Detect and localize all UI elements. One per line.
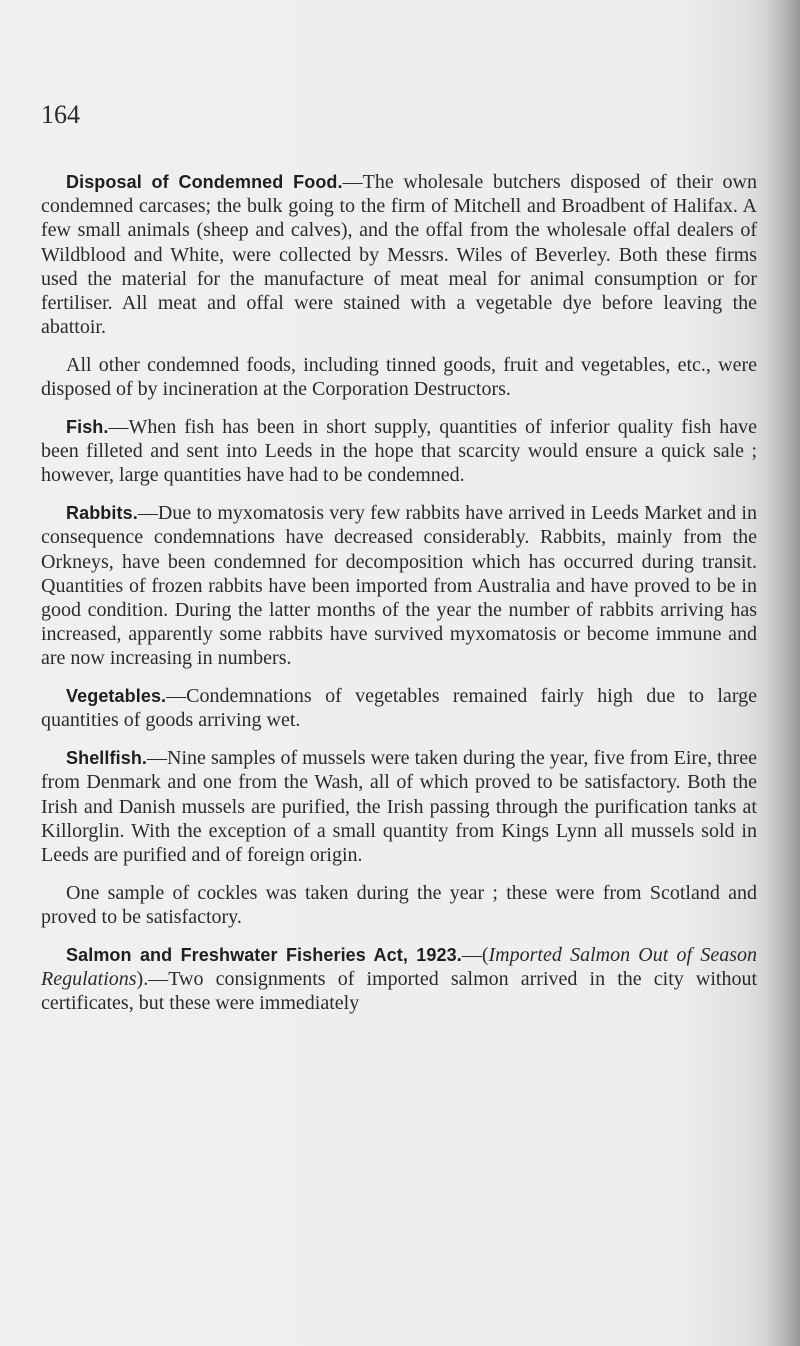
text-salmon-pre: —( [461, 943, 489, 966]
text-rabbits: —Due to myxomatosis very few rabbits have arrived in Leeds Market and in consequence condemnations have decreased considerably. Rabbits, mainly from the Orkneys, have been condemned for decomposition which has occurred during transit. Quantities of frozen rabbits have been imported from Australia and have proved to be in good condition. During the latter months of the year the number of rabbits arriving has increased, apparently some rabbits have survived myxomatosis or become immune and are now increasing in numbers. [41, 502, 757, 670]
paragraph-condemned-food [41, 170, 757, 339]
heading-condemned-food: Disposal of Condemned Food. [66, 172, 343, 192]
text-fish: —When fish has been in short supply, quantities of inferior quality fish have been filleted and sent into Leeds in the hope that scarcity would ensure a quick sale ; however, large quantities have had to be condemned. [41, 416, 757, 487]
page-number: 164 [41, 100, 80, 129]
text-other-condemned-foods: All other condemned foods, including tinned goods, fruit and vegetables, etc., were disposed of by incineration at the Corporation Destructors. [41, 354, 757, 401]
heading-rabbits: Rabbits. [66, 503, 138, 524]
text-shellfish: —Nine samples of mussels were taken during the year, five from Eire, three from Denmark and one from the Wash, all of which proved to be satisfactory. Both the Irish and Danish mussels are purified, the Irish passing through the purification tanks at Killorglin. With the exception of a small quantity from Kings Lynn all mussels sold in Leeds are purified and of foreign origin. [41, 747, 757, 867]
paragraph-fish [41, 415, 757, 488]
paragraph-vegetables [41, 684, 757, 732]
heading-vegetables: Vegetables. [66, 686, 167, 707]
text-vegetables: —Condemnations of vegetables remained fairly high due to large quantities of goods arriving wet. [41, 685, 757, 732]
heading-shellfish: Shellfish. [66, 748, 148, 769]
heading-salmon-act: Salmon and Freshwater Fisheries Act, 1923. [66, 944, 462, 965]
paragraph-shellfish [41, 746, 757, 867]
page-edge-shadow [766, 0, 800, 1346]
text-condemned-food: —The wholesale butchers disposed of their own condemned carcases; the bulk going to the firm of Mitchell and Broadbent of Halifax. A few small animals (sheep and calves), and the offal from the wholesale offal dealers of Wildblood and White, were collected by Messrs. Wiles of Beverley. Both these firms used the material for the manufacture of meat meal for animal consumption or for fertiliser. All meat and offal were stained with a vegetable dye before leaving the abattoir. [41, 171, 757, 339]
heading-fish: Fish. [66, 417, 109, 438]
paragraph-salmon [41, 943, 757, 1016]
text-salmon: ).—Two consignments of imported salmon arrived in the city without certificates, but these were immediately [41, 968, 757, 1015]
paragraph-other-condemned-foods [41, 353, 757, 401]
paragraph-cockles [41, 881, 757, 929]
text-salmon-regulations: Imported Salmon Out of Season Regulations [41, 943, 757, 991]
paragraph-rabbits [41, 501, 757, 670]
document-body [41, 170, 757, 1029]
text-cockles: One sample of cockles was taken during the year ; these were from Scotland and proved to be satisfactory. [41, 881, 757, 929]
